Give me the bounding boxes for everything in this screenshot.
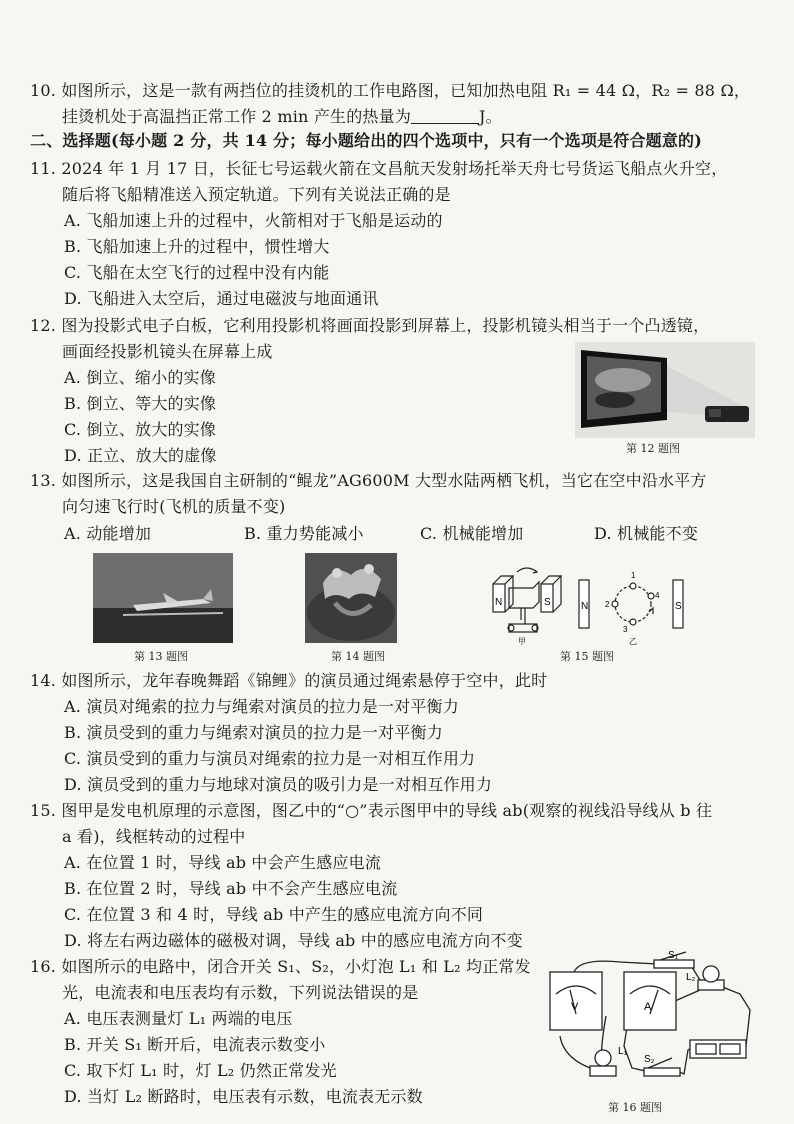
q10-line2-unit: J。: [479, 107, 502, 126]
q13-option-d: D. 机械能不变: [594, 524, 699, 543]
q12-option-a: A. 倒立、缩小的实像: [64, 368, 216, 387]
q12-option-b: B. 倒立、等大的实像: [64, 394, 217, 413]
q11-option-d: D. 飞船进入太空后，通过电磁波与地面通讯: [64, 289, 379, 308]
fig16-l1-label: L₁: [618, 1046, 627, 1057]
q13-stem-line1: 13. 如图所示，这是我国自主研制的“鲲龙”AG600M 大型水陆两栖飞机，当它在空中沿水平方: [30, 471, 707, 490]
q12-option-c: C. 倒立、放大的实像: [64, 420, 217, 439]
q11-option-c: C. 飞船在太空飞行的过程中没有内能: [64, 263, 330, 282]
q10-line2-text: 挂烫机处于高温挡正常工作 2 min 产生的热量为: [62, 107, 412, 126]
q16-option-a: A. 电压表测量灯 L₁ 两端的电压: [64, 1009, 293, 1028]
q13-option-b: B. 重力势能减小: [244, 524, 364, 543]
q16-stem-line2: 光，电流表和电压表均有示数，下列说法错误的是: [62, 983, 419, 1002]
q16-stem-line1: 16. 如图所示的电路中，闭合开关 S₁、S₂，小灯泡 L₁ 和 L₂ 均正常发: [30, 957, 531, 976]
fig15-label-yi: 乙: [629, 637, 637, 646]
fig15-pos-4: 4: [655, 591, 660, 600]
fig16-ammeter-label: A: [644, 1001, 652, 1013]
fig16-s1-label: S₁: [668, 950, 679, 961]
q15-stem-line1: 15. 图甲是发电机原理的示意图，图乙中的“○”表示图甲中的导线 ab(观察的视线沿导线从 b 往: [30, 801, 713, 820]
fig15-label-n-left: N: [495, 597, 503, 608]
fig15-label-n-right: N: [581, 601, 589, 612]
q13-figure-caption: 第 13 题图: [134, 650, 188, 663]
fig15-pos-3: 3: [623, 625, 628, 634]
q14-option-c: C. 演员受到的重力与演员对绳索的拉力是一对相互作用力: [64, 749, 476, 768]
projector-whiteboard-photo: [575, 342, 755, 438]
q11-stem-line2: 随后将飞船精准送入预定轨道。下列有关说法正确的是: [62, 185, 451, 204]
q13-option-a: A. 动能增加: [64, 524, 152, 543]
fig15-label-s-right: S: [675, 601, 682, 612]
fig15-pos-1: 1: [631, 571, 636, 580]
q15-option-c: C. 在位置 3 和 4 时，导线 ab 中产生的感应电流方向不同: [64, 905, 484, 924]
seaplane-photo: [93, 553, 233, 643]
q13-stem-line2: 向匀速飞行时(飞机的质量不变): [62, 497, 286, 516]
q15-option-b: B. 在位置 2 时，导线 ab 中不会产生感应电流: [64, 879, 398, 898]
dancers-photo: [305, 553, 397, 643]
q12-stem-line1: 12. 图为投影式电子白板，它利用投影机将画面投影到屏幕上，投影机镜头相当于一个凸透镜，: [30, 316, 710, 335]
generator-diagram: [487, 562, 693, 646]
fig15-label-s-left: S: [544, 597, 551, 608]
fig16-l2-label: L₂: [686, 972, 696, 983]
q15-figure-caption: 第 15 题图: [560, 650, 614, 663]
q12-figure-caption: 第 12 题图: [626, 442, 680, 455]
q12-option-d: D. 正立、放大的虚像: [64, 446, 217, 465]
q15-stem-line2: a 看)，线框转动的过程中: [62, 827, 246, 846]
circuit-diagram: [540, 950, 760, 1100]
q16-option-b: B. 开关 S₁ 断开后，电流表示数变小: [64, 1035, 326, 1054]
q11-stem-line1: 11. 2024 年 1 月 17 日，长征七号运载火箭在文昌航天发射场托举天舟七号货运飞船点火升空，: [30, 159, 728, 178]
q14-option-a: A. 演员对绳索的拉力与绳索对演员的拉力是一对平衡力: [64, 697, 459, 716]
q13-option-c: C. 机械能增加: [420, 524, 524, 543]
fig16-voltmeter-label: V: [571, 1001, 579, 1013]
q10-line2: [62, 106, 502, 128]
fig15-pos-2: 2: [605, 600, 610, 609]
q15-option-d: D. 将左右两边磁体的磁极对调，导线 ab 中的感应电流方向不变: [64, 931, 523, 950]
q10-line1: 10. 如图所示，这是一款有两挡位的挂烫机的工作电路图，已知加热电阻 R₁ = 44 Ω，R₂ = 88 Ω，: [30, 81, 751, 100]
q14-stem-line1: 14. 如图所示，龙年春晚舞蹈《锦鲤》的演员通过绳索悬停于空中，此时: [30, 671, 548, 690]
q16-option-c: C. 取下灯 L₁ 时，灯 L₂ 仍然正常发光: [64, 1061, 337, 1080]
fig15-label-jia: 甲: [518, 637, 526, 646]
q14-option-b: B. 演员受到的重力与绳索对演员的拉力是一对平衡力: [64, 723, 443, 742]
q11-option-a: A. 飞船加速上升的过程中，火箭相对于飞船是运动的: [64, 211, 443, 230]
fig16-s2-label: S₂: [644, 1054, 655, 1065]
q14-figure-caption: 第 14 题图: [331, 650, 385, 663]
q16-figure-caption: 第 16 题图: [608, 1101, 662, 1114]
q12-stem-line2: 画面经投影机镜头在屏幕上成: [62, 342, 273, 361]
q14-option-d: D. 演员受到的重力与地球对演员的吸引力是一对相互作用力: [64, 775, 493, 794]
q15-option-a: A. 在位置 1 时，导线 ab 中会产生感应电流: [64, 853, 382, 872]
q10-answer-blank: [411, 109, 479, 124]
q16-option-d: D. 当灯 L₂ 断路时，电压表有示数，电流表无示数: [64, 1087, 423, 1106]
section-heading-choice: 二、选择题(每小题 2 分，共 14 分；每小题给出的四个选项中，只有一个选项是符合题意的): [30, 131, 703, 150]
q11-option-b: B. 飞船加速上升的过程中，惯性增大: [64, 237, 330, 256]
